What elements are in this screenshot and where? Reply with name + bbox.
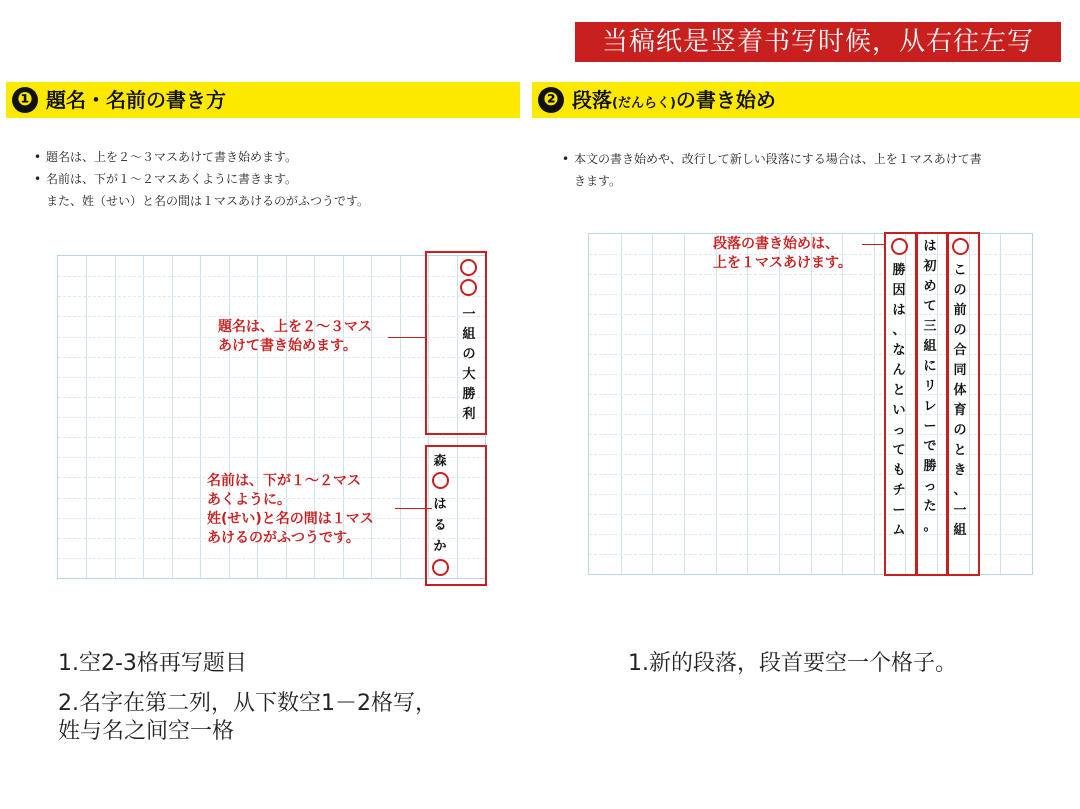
section-title	[572, 86, 776, 118]
paragraph-char: 、	[892, 323, 906, 338]
grid-column-line	[811, 234, 812, 574]
caption-left-1: 1.空2-3格再写题目	[58, 651, 247, 676]
bullet-item: また、姓（せい）と名の間は１マスあけるのがふつうです。	[46, 194, 370, 208]
annotation-title-note: 題名は、上を２～３マス あけて書き始めます。	[218, 319, 372, 354]
leader-line	[395, 508, 432, 509]
caption-left-2: 2.名字在第二列，从下数空1－2格写，	[58, 691, 437, 716]
title-char: 一	[462, 307, 476, 322]
name-char: は	[433, 497, 447, 512]
grid-column-line	[779, 234, 780, 574]
grid-column-line	[842, 234, 843, 574]
bullet-list-right	[562, 148, 1062, 192]
bullet-item: • 題名は、上を２～３マスあけて書き始めます。	[34, 150, 298, 164]
paragraph-char: っ	[892, 423, 906, 438]
paragraph-char: ん	[892, 363, 906, 378]
paragraph-char: ム	[892, 523, 906, 538]
paragraph-char: リ	[923, 379, 937, 394]
annotation-paragraph-note: 段落の書き始めは、 上を１マスあけます。	[713, 236, 852, 271]
paragraph-char: 勝	[923, 459, 937, 474]
paragraph-char: 因	[892, 283, 906, 298]
bullet-item: きます。	[574, 174, 622, 188]
paragraph-char: 初	[923, 259, 937, 274]
paragraph-char: 育	[953, 403, 967, 418]
grid-row-line	[58, 397, 485, 398]
paragraph-char: っ	[923, 479, 937, 494]
grid-row-line	[58, 417, 485, 418]
title-char: 組	[462, 327, 476, 342]
paragraph-char: き	[953, 463, 967, 478]
paragraph-char: て	[923, 299, 937, 314]
grid-column-line	[716, 234, 717, 574]
paragraph-char: で	[923, 439, 937, 454]
paragraph-char: 勝	[892, 263, 906, 278]
grid-row-line	[58, 276, 485, 277]
empty-cell-circle	[952, 238, 969, 255]
title-ruby: (だんらく)	[612, 96, 676, 111]
paragraph-char: 三	[923, 319, 937, 334]
grid-column-line	[747, 234, 748, 574]
paragraph-char: の	[953, 283, 967, 298]
paragraph-char: に	[923, 359, 937, 374]
paragraph-char: ー	[923, 419, 937, 434]
paragraph-char: も	[892, 463, 906, 478]
caption-left-3: 姓与名之间空一格	[58, 719, 235, 744]
leader-line	[862, 244, 884, 245]
title-char: の	[462, 347, 476, 362]
paragraph-char: 一	[953, 503, 967, 518]
paragraph-char: め	[923, 279, 937, 294]
title-main: 段落	[572, 88, 612, 112]
paragraph-char: た	[923, 499, 937, 514]
section-header-title-name	[6, 82, 520, 118]
paragraph-char: い	[892, 403, 906, 418]
paragraph-char: て	[892, 443, 906, 458]
top-banner: 当稿纸是竖着书写时候，从右往左写	[575, 22, 1061, 62]
grid-row-line	[58, 377, 485, 378]
bullet-item: • 本文の書き始めや、改行して新しい段落にする場合は、上を１マスあけて書	[562, 152, 982, 166]
section-number-badge: ❷	[538, 87, 564, 113]
grid-column-line	[1000, 234, 1001, 574]
paragraph-char: 、	[953, 483, 967, 498]
bullet-list-left	[34, 146, 369, 212]
empty-cell-circle	[432, 472, 449, 489]
paragraph-char: 組	[923, 339, 937, 354]
grid-column-line	[652, 234, 653, 574]
paragraph-char: 組	[953, 523, 967, 538]
title-char: 利	[462, 407, 476, 422]
paragraph-char: 体	[953, 383, 967, 398]
empty-cell-circle	[891, 238, 908, 255]
paragraph-char: レ	[923, 399, 937, 414]
grid-row-line	[58, 296, 485, 297]
paragraph-char: 前	[953, 303, 967, 318]
section-number-badge: ❶	[12, 87, 38, 113]
paragraph-char: な	[892, 343, 906, 358]
paragraph-char: と	[892, 383, 906, 398]
name-char: 森	[433, 454, 447, 469]
empty-cell-circle	[432, 559, 449, 576]
paragraph-char: の	[953, 323, 967, 338]
grid-row-line	[58, 357, 485, 358]
grid-column-line	[621, 234, 622, 574]
paragraph-char: は	[892, 303, 906, 318]
empty-cell-circle	[460, 279, 477, 296]
grid-column-line	[874, 234, 875, 574]
paragraph-char: チ	[892, 483, 906, 498]
title-char: 大	[462, 367, 476, 382]
section-title: 題名・名前の書き方	[46, 88, 226, 112]
title-char: 勝	[462, 387, 476, 402]
paragraph-char: 同	[953, 363, 967, 378]
empty-cell-circle	[460, 259, 477, 276]
paragraph-char: と	[953, 443, 967, 458]
grid-row-line	[58, 437, 485, 438]
caption-right-1: 1.新的段落，段首要空一个格子。	[628, 651, 957, 676]
paragraph-char: 合	[953, 343, 967, 358]
grid-column-line	[684, 234, 685, 574]
section-header-paragraph	[532, 82, 1080, 118]
annotation-name-note: 名前は、下が１～２マス あくように。 姓(せい)と名の間は１マス あけるのがふつうです。	[207, 473, 374, 546]
title-rest: の書き始め	[675, 88, 776, 112]
paragraph-char: の	[953, 423, 967, 438]
paragraph-char: は	[923, 239, 937, 254]
bullet-item: • 名前は、下が１～２マスあくように書きます。	[34, 172, 298, 186]
paragraph-char: こ	[953, 263, 967, 278]
leader-line	[388, 337, 425, 338]
grid-row-line	[58, 558, 485, 559]
paragraph-char: 。	[923, 519, 937, 534]
name-char: か	[433, 539, 447, 554]
name-char: る	[433, 518, 447, 533]
paragraph-char: ー	[892, 503, 906, 518]
grid-row-line	[58, 457, 485, 458]
